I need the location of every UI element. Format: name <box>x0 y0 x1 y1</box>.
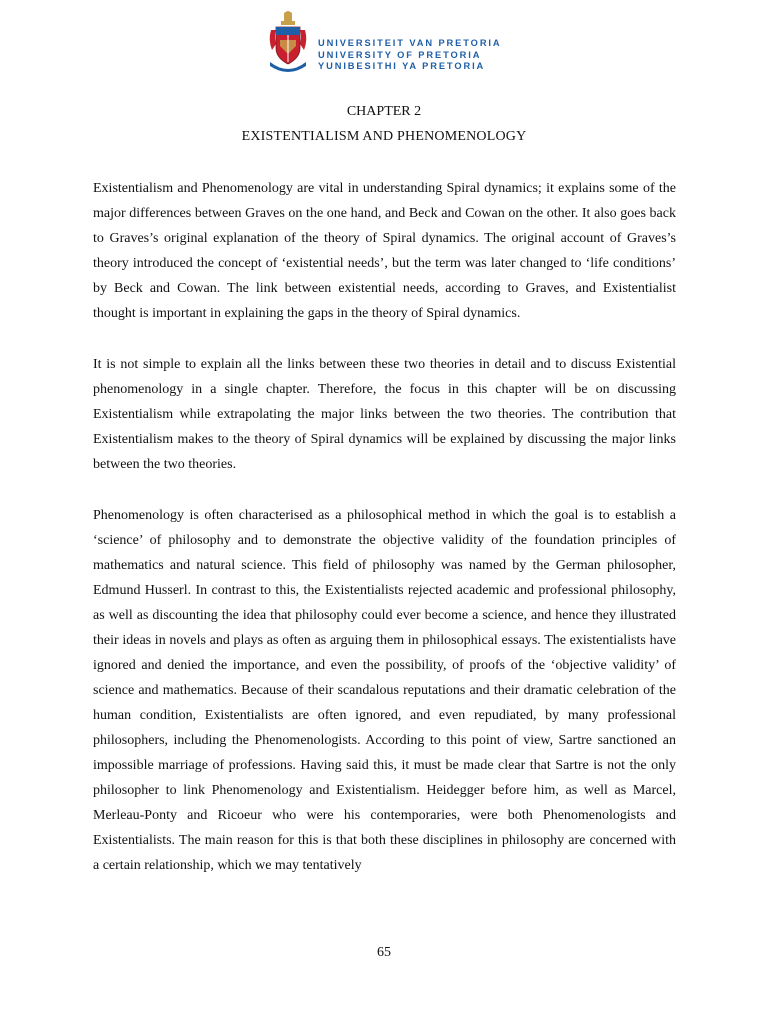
body-text <box>93 176 676 904</box>
university-name-afrikaans: UNIVERSITEIT VAN PRETORIA <box>318 38 502 48</box>
university-name <box>318 38 502 73</box>
page-header <box>266 10 506 76</box>
paragraph: Phenomenology is often characterised as a philosophical method in which the goal is to establish a ‘science’ of philosophy and to demonstrate the objective validity of the foundation principles of mathematics and natural science. This field of philosophy was named by the German philosopher, Edmund Husserl. In contrast to this, the Existentialists rejected academic and professional philosophy, as well as discounting the idea that philosophy could ever become a science, and hence they illustrated their ideas in novels and plays as often as arguing them in philosophical essays. The existentialists have ignored and denied the importance, and even the possibility, of proofs of the ‘objective validity’ of science and mathematics. Because of their scandalous reputations and their dramatic celebration of the human condition, Existentialists are often ignored, and even repudiated, by many professional philosophers, including the Phenomenologists. According to this point of view, Sartre sanctioned an impossible marriage of professions. Having said this, it must be made clear that Sartre is not the only philosopher to link Phenomenology and Existentialism. Heidegger before him, as well as Marcel, Merleau-Ponty and Ricoeur who were his contemporaries, were both Phenomenologists and Existentialists. The main reason for this is that both these disciplines in philosophy are concerned with a certain relationship, which we may tentatively <box>93 508 676 873</box>
university-name-english: UNIVERSITY OF PRETORIA <box>318 49 482 60</box>
chapter-number: CHAPTER 2 <box>346 104 422 119</box>
paragraph: Existentialism and Phenomenology are vital in understanding Spiral dynamics; it explains some of the major differences between Graves on the one hand, and Beck and Cowan on the other. It also goes back to Graves’s original explanation of the theory of Spiral dynamics. The original account of Graves’s theory introduced the concept of ‘existential needs’, but the term was later changed to ‘life conditions’ by Beck and Cowan. The link between existential needs, according to Graves, and Existentialist thought is important in explaining the gaps in the theory of Spiral dynamics. <box>93 181 676 321</box>
chapter-title: EXISTENTIALISM AND PHENOMENOLOGY <box>241 129 527 144</box>
university-name-sepedi: YUNIBESITHI YA PRETORIA <box>318 61 486 71</box>
page-number: 65 <box>377 945 391 960</box>
paragraph: It is not simple to explain all the links between these two theories in detail and to discuss Existential phenomenology in a single chapter. Therefore, the focus in this chapter will be on discussing Existentialism while extrapolating the major links between the two theories. The contribution that Existentialism makes to the theory of Spiral dynamics will be explained by discussing the major links between the two theories. <box>93 357 676 472</box>
university-crest-icon <box>266 10 310 76</box>
